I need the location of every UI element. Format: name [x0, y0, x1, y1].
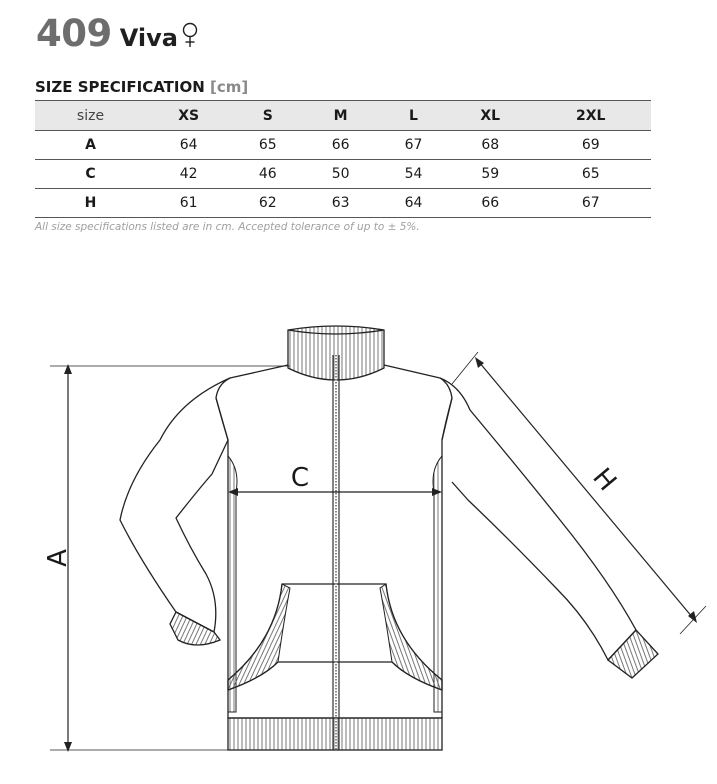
- dimension-c: [228, 488, 442, 496]
- left-pocket-rib: [228, 584, 290, 690]
- table-cell: 65: [258, 137, 277, 153]
- product-name: Viva: [119, 24, 178, 52]
- table-cell: 54: [404, 166, 423, 182]
- size-spec-heading: [35, 78, 248, 96]
- column-header-m: M: [333, 107, 348, 124]
- table-cell: 64: [179, 137, 198, 153]
- column-header-s: S: [262, 107, 273, 124]
- row-label: C: [85, 166, 96, 182]
- jacket-diagram: [0, 300, 717, 784]
- column-header-size: size: [76, 107, 105, 124]
- female-symbol-icon: [181, 22, 199, 48]
- product-code: 409: [36, 12, 112, 55]
- dimension-h: [452, 352, 706, 634]
- row-label: H: [84, 195, 97, 211]
- size-table: [35, 100, 651, 218]
- table-cell: 69: [581, 137, 600, 153]
- table-cell: 65: [581, 166, 600, 182]
- zipper: [333, 355, 339, 750]
- table-row: [35, 189, 651, 218]
- column-header-2xl: 2XL: [576, 107, 606, 124]
- size-spec-title: SIZE SPECIFICATION: [35, 78, 205, 96]
- table-cell: 42: [179, 166, 198, 182]
- dimension-a-label: A: [43, 549, 73, 567]
- table-cell: 61: [179, 195, 198, 211]
- dimension-c-label: C: [290, 463, 310, 493]
- table-cell: 59: [481, 166, 500, 182]
- dimension-h-label: H: [586, 462, 622, 497]
- table-cell: 63: [331, 195, 350, 211]
- table-cell: 66: [481, 195, 500, 211]
- size-spec-unit: [cm]: [210, 78, 249, 96]
- table-cell: 67: [404, 137, 423, 153]
- column-header-xl: XL: [480, 107, 501, 124]
- size-table-header: [35, 101, 651, 131]
- left-cuff: [170, 612, 220, 645]
- table-cell: 68: [481, 137, 500, 153]
- column-header-xs: XS: [178, 107, 200, 124]
- table-cell: 46: [258, 166, 277, 182]
- table-cell: 66: [331, 137, 350, 153]
- dimension-a: [50, 364, 290, 752]
- tolerance-note: All size specifications listed are in cm. Accepted tolerance of up to ± 5%.: [35, 221, 420, 233]
- table-cell: 62: [258, 195, 277, 211]
- jacket-outline: [120, 365, 636, 718]
- table-cell: 64: [404, 195, 423, 211]
- table-row: [35, 160, 651, 189]
- table-cell: 50: [331, 166, 350, 182]
- right-cuff: [608, 630, 658, 678]
- column-header-l: L: [409, 107, 418, 124]
- row-label: A: [85, 137, 96, 153]
- product-title: [36, 12, 199, 56]
- table-row: [35, 131, 651, 160]
- table-cell: 67: [581, 195, 600, 211]
